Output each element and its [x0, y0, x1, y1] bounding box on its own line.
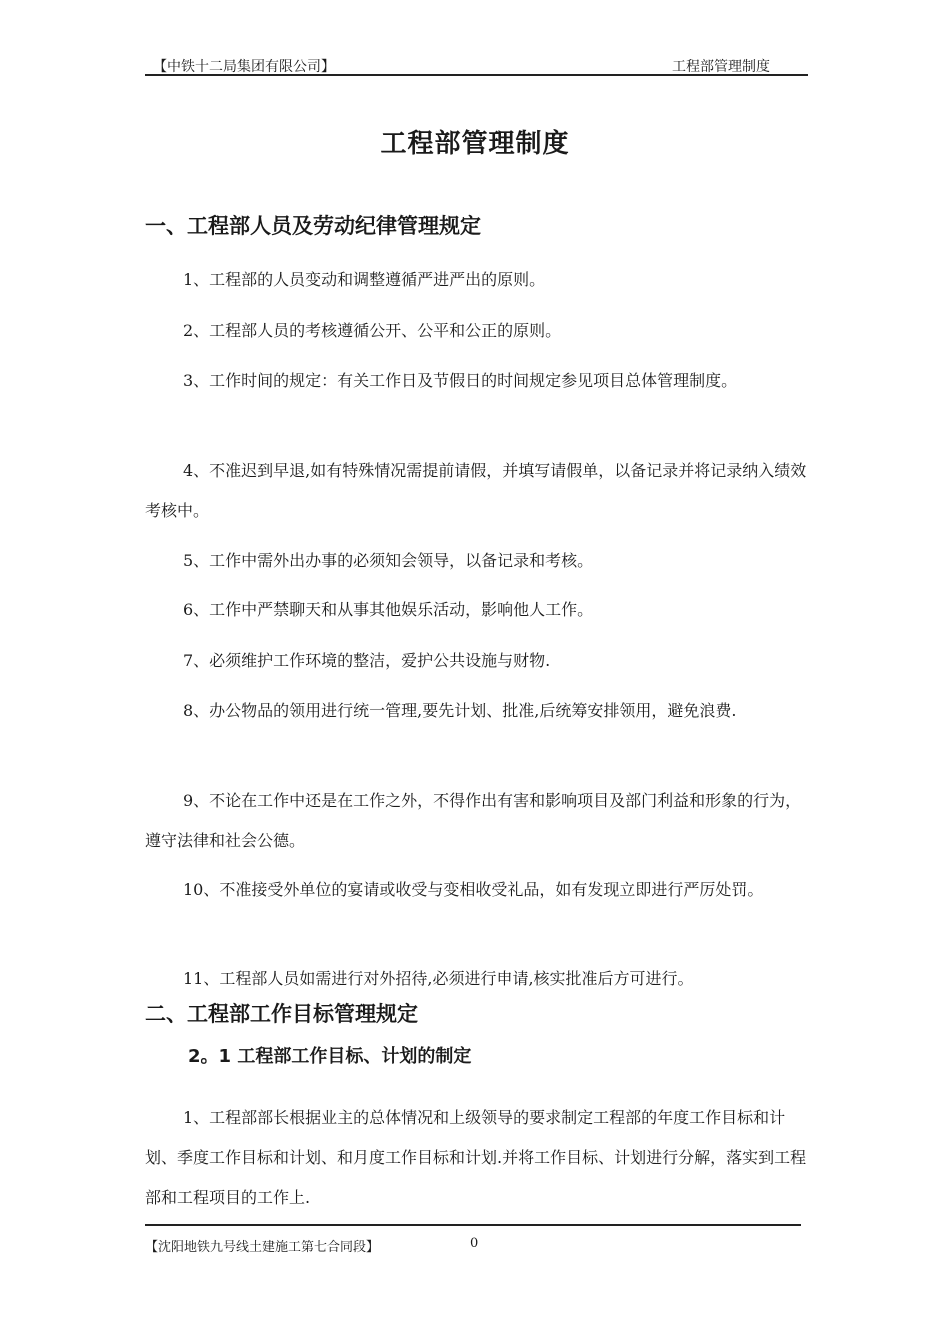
section-1-item-8: 8、办公物品的领用进行统一管理,要先计划、批准,后统筹安排领用，避免浪费. — [183, 701, 737, 720]
section-1-item-7: 7、必须维护工作环境的整洁，爱护公共设施与财物. — [183, 651, 551, 670]
section-1-item-1: 1、工程部的人员变动和调整遵循严进严出的原则。 — [183, 270, 546, 289]
section-2-subheading: 2。1 工程部工作目标、计划的制定 — [188, 1046, 472, 1067]
footer-project: 【沈阳地铁九号线土建施工第七合同段】 — [145, 1240, 380, 1255]
section-2-item-1: 1、工程部部长根据业主的总体情况和上级领导的要求制定工程部的年度工作目标和计划、季度工作目标和计划、和月度工作目标和计划.并将工作目标、计划进行分解，落实到工程部和工程项目的工作上. — [145, 1108, 807, 1207]
page-header — [145, 52, 808, 76]
header-doc-name: 工程部管理制度 — [672, 59, 770, 75]
section-1-item-9: 9、不论在工作中还是在工作之外，不得作出有害和影响项目及部门利益和形象的行为，遵守法律和社会公德。 — [145, 791, 802, 850]
section-1-item-4: 4、不准迟到早退,如有特殊情况需提前请假，并填写请假单，以备记录并将记录纳入绩效考核中。 — [145, 461, 807, 520]
section-2-heading: 二、工程部工作目标管理规定 — [145, 1002, 418, 1026]
document-title: 工程部管理制度 — [380, 129, 570, 159]
section-1-item-2: 2、工程部人员的考核遵循公开、公平和公正的原则。 — [183, 321, 562, 340]
footer-rule — [145, 1224, 801, 1226]
section-1-item-3: 3、工作时间的规定：有关工作日及节假日的时间规定参见项目总体管理制度。 — [183, 371, 738, 390]
section-1-item-11: 11、工程部人员如需进行对外招待,必须进行申请,核实批准后方可进行。 — [183, 969, 694, 988]
section-1-item-5: 5、工作中需外出办事的必须知会领导，以备记录和考核。 — [183, 551, 594, 570]
section-1-heading: 一、工程部人员及劳动纪律管理规定 — [145, 214, 481, 238]
header-company: 【中铁十二局集团有限公司】 — [153, 59, 335, 75]
footer-page-number: 0 — [470, 1236, 479, 1251]
section-1-item-10: 10、不准接受外单位的宴请或收受与变相收受礼品，如有发现立即进行严厉处罚。 — [183, 880, 764, 899]
section-1-item-6: 6、工作中严禁聊天和从事其他娱乐活动，影响他人工作。 — [183, 600, 594, 619]
